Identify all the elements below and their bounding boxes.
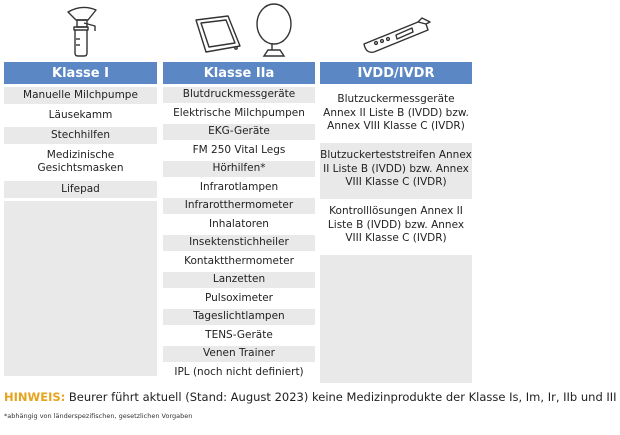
round-mirror-icon	[252, 2, 296, 58]
klasse2a-item: EKG-Geräte	[163, 124, 315, 140]
klasse2a-item: Pulsoximeter	[163, 291, 315, 307]
hint-line	[4, 390, 617, 404]
column-ivdd	[320, 62, 472, 383]
column-klasse-1	[4, 62, 157, 376]
klasse2a-item: Lanzetten	[163, 272, 315, 288]
ivdd-item	[320, 143, 472, 199]
header-klasse-1: Klasse I	[4, 62, 157, 84]
ivdd-empty-area	[320, 255, 472, 383]
klasse2a-item: Insektenstichheiler	[163, 235, 315, 251]
klasse2a-item: Tageslichtlampen	[163, 309, 315, 325]
klasse2a-item: Infrarotlampen	[163, 180, 315, 196]
klasse2a-item: Kontaktthermometer	[163, 254, 315, 270]
hint-label: HINWEIS:	[4, 390, 66, 404]
klasse1-empty-area	[4, 201, 157, 376]
klasse2a-item: Infrarotthermometer	[163, 198, 315, 214]
hint-text: Beurer führt aktuell (Stand: August 2023) keine Medizinprodukte der Klasse Is, Im, Ir, IIb und III	[65, 390, 617, 404]
klasse2a-item: Inhalatoren	[163, 217, 315, 233]
klasse1-item: Lifepad	[4, 181, 157, 198]
klasse1-item: Läusekamm	[4, 107, 157, 124]
klasse1-item: Medizinische Gesichtsmasken	[4, 147, 157, 178]
klasse2a-item: Venen Trainer	[163, 346, 315, 362]
ivdd-item-text: Blutzuckermessgeräte Annex II Liste B (IVDD) bzw. Annex VIII Klasse C (IVDR)	[323, 93, 469, 132]
klasse2a-item: Blutdruckmessgeräte	[163, 87, 315, 103]
klasse2a-item: TENS-Geräte	[163, 328, 315, 344]
klasse2a-item: FM 250 Vital Legs	[163, 143, 315, 159]
ivdd-item	[320, 199, 472, 255]
breast-pump-icon	[62, 4, 102, 58]
tablet-icon	[192, 14, 244, 54]
klasse2a-item: IPL (noch nicht definiert)	[163, 365, 315, 381]
footnote: *abhängig von länderspezifischen, gesetzlichen Vorgaben	[4, 412, 193, 420]
ivdd-item-text: Blutzuckerteststreifen Annex II Liste B (IVDD) bzw. Annex VIII Klasse C (IVDR)	[320, 149, 472, 188]
ivdd-item-text: Kontrolllösungen Annex II Liste B (IVDD) bzw. Annex VIII Klasse C (IVDR)	[327, 205, 465, 244]
glucose-meter-icon	[360, 14, 432, 54]
klasse2a-item: Elektrische Milchpumpen	[163, 106, 315, 122]
klasse2a-item: Hörhilfen*	[163, 161, 315, 177]
header-klasse-2a: Klasse IIa	[163, 62, 315, 84]
ivdd-item	[320, 87, 472, 143]
klasse1-item: Stechhilfen	[4, 127, 157, 144]
klasse1-item: Manuelle Milchpumpe	[4, 87, 157, 104]
column-klasse-2a	[163, 62, 315, 380]
header-ivdd: IVDD/IVDR	[320, 62, 472, 84]
